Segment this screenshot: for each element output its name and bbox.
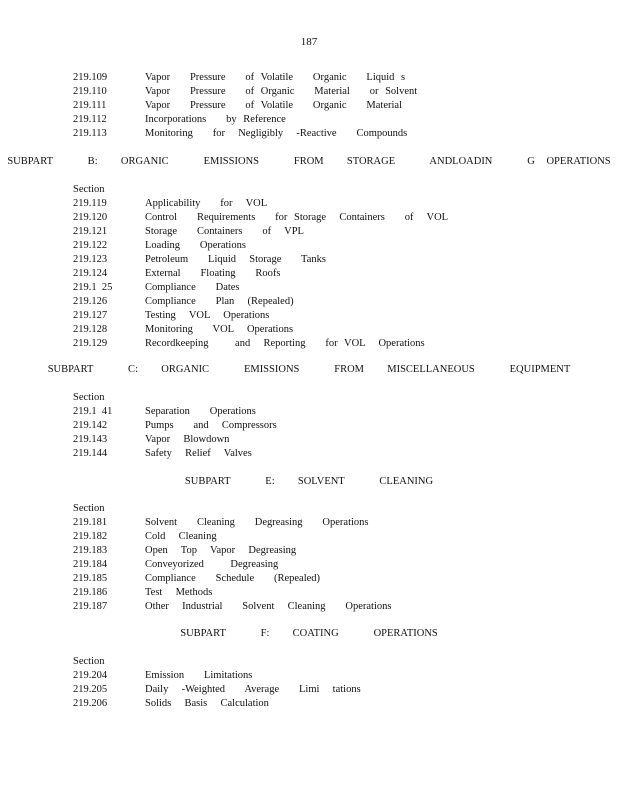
list-item (73, 85, 573, 99)
section-title: Incorporations by Reference (145, 114, 286, 125)
list-item (73, 225, 573, 239)
section-list-subpart-e (73, 502, 573, 614)
list-item (73, 323, 573, 337)
section-number: 219.109 (73, 72, 108, 83)
section-title: Monitoring for Negligibly -Reactive Compounds (145, 128, 408, 139)
section-title: Control Requirements for Storage Containers of VOL (145, 212, 449, 223)
section-title: Testing VOL Operations (145, 310, 270, 321)
section-number: 219.184 (73, 559, 108, 570)
section-label: Section (73, 503, 105, 514)
section-number: 219.1 41 (73, 406, 113, 417)
list-item (73, 127, 573, 141)
subpart-b-heading: SUBPART B: ORGANIC EMISSIONS FROM STORAGE ANDLOADIN G OPERATIONS (7, 156, 611, 167)
list-item (73, 405, 573, 419)
list-item (73, 669, 573, 683)
section-number: 219.186 (73, 587, 108, 598)
list-item (73, 337, 573, 351)
section-title: Daily -Weighted Average Limi tations (145, 684, 361, 695)
section-title: Vapor Pressure of Volatile Organic Liquid s (145, 72, 406, 83)
page-number: 187 (300, 36, 318, 48)
list-item (73, 71, 573, 85)
section-number: 219.123 (73, 254, 108, 265)
list-item (73, 530, 573, 544)
section-number: 219.182 (73, 531, 108, 542)
list-item (73, 433, 573, 447)
list-item (73, 419, 573, 433)
section-title: Pumps and Compressors (145, 420, 277, 431)
section-label: Section (73, 184, 105, 195)
section-number: 219.142 (73, 420, 108, 431)
section-number: 219.181 (73, 517, 108, 528)
list-item (73, 572, 573, 586)
section-title: Cold Cleaning (145, 531, 217, 542)
list-item (73, 253, 573, 267)
list-item (73, 544, 573, 558)
list-item (73, 600, 573, 614)
list-item (73, 99, 573, 113)
section-title: Compliance Dates (145, 282, 240, 293)
section-label: Section (73, 656, 105, 667)
list-item (73, 558, 573, 572)
list-item (73, 267, 573, 281)
section-label: Section (73, 392, 105, 403)
list-item (73, 516, 573, 530)
section-title: Compliance Plan (Repealed) (145, 296, 294, 307)
section-title: Applicability for VOL (145, 198, 268, 209)
list-item (73, 197, 573, 211)
section-number: 219.204 (73, 670, 108, 681)
list-item (73, 586, 573, 600)
section-title: Separation Operations (145, 406, 256, 417)
section-number: 219.144 (73, 448, 108, 459)
section-title: Solids Basis Calculation (145, 698, 269, 709)
section-number: 219.205 (73, 684, 108, 695)
section-list-subpart-c (73, 391, 573, 461)
section-number: 219.129 (73, 338, 108, 349)
section-title: Other Industrial Solvent Cleaning Operations (145, 601, 392, 612)
section-number: 219.206 (73, 698, 108, 709)
section-title: Vapor Pressure of Organic Material or Solvent (145, 86, 418, 97)
section-number: 219.111 (73, 100, 107, 111)
subpart-e-heading: SUBPART E: SOLVENT CLEANING (184, 476, 434, 487)
section-number: 219.124 (73, 268, 108, 279)
section-title: Vapor Pressure of Volatile Organic Material (145, 100, 402, 111)
list-item (73, 239, 573, 253)
section-list-subpart-a-tail (73, 71, 573, 141)
list-item (73, 211, 573, 225)
section-title: Open Top Vapor Degreasing (145, 545, 297, 556)
section-title: Compliance Schedule (Repealed) (145, 573, 321, 584)
section-title: Vapor Blowdown (145, 434, 230, 445)
section-title: Solvent Cleaning Degreasing Operations (145, 517, 369, 528)
section-title: Loading Operations (145, 240, 246, 251)
section-number: 219.128 (73, 324, 108, 335)
section-title: Conveyorized Degreasing (145, 559, 279, 570)
list-item (73, 113, 573, 127)
section-title: Emission Limitations (145, 670, 253, 681)
section-number: 219.187 (73, 601, 108, 612)
section-number: 219.127 (73, 310, 108, 321)
subpart-f-heading: SUBPART F: COATING OPERATIONS (180, 628, 438, 639)
section-number: 219.113 (73, 128, 107, 139)
section-title: Petroleum Liquid Storage Tanks (145, 254, 326, 265)
section-number: 219.1 25 (73, 282, 113, 293)
section-list-subpart-f (73, 655, 573, 711)
section-title: External Floating Roofs (145, 268, 281, 279)
list-item (73, 683, 573, 697)
section-title: Storage Containers of VPL (145, 226, 304, 237)
section-number: 219.143 (73, 434, 108, 445)
section-title: Test Methods (145, 587, 213, 598)
list-item (73, 295, 573, 309)
section-title: Recordkeeping and Reporting for VOL Operations (145, 338, 425, 349)
section-number: 219.110 (73, 86, 107, 97)
section-number: 219.122 (73, 240, 108, 251)
section-title: Monitoring VOL Operations (145, 324, 294, 335)
section-number: 219.120 (73, 212, 108, 223)
section-number: 219.112 (73, 114, 107, 125)
section-number: 219.185 (73, 573, 108, 584)
section-number: 219.119 (73, 198, 107, 209)
list-item (73, 309, 573, 323)
subpart-c-heading: SUBPART C: ORGANIC EMISSIONS FROM MISCELLANEOUS EQUIPMENT (47, 364, 571, 375)
section-title: Safety Relief Valves (145, 448, 252, 459)
list-item (73, 447, 573, 461)
section-number: 219.183 (73, 545, 108, 556)
list-item (73, 697, 573, 711)
section-list-subpart-b (73, 183, 573, 351)
section-number: 219.121 (73, 226, 108, 237)
section-number: 219.126 (73, 296, 108, 307)
list-item (73, 281, 573, 295)
